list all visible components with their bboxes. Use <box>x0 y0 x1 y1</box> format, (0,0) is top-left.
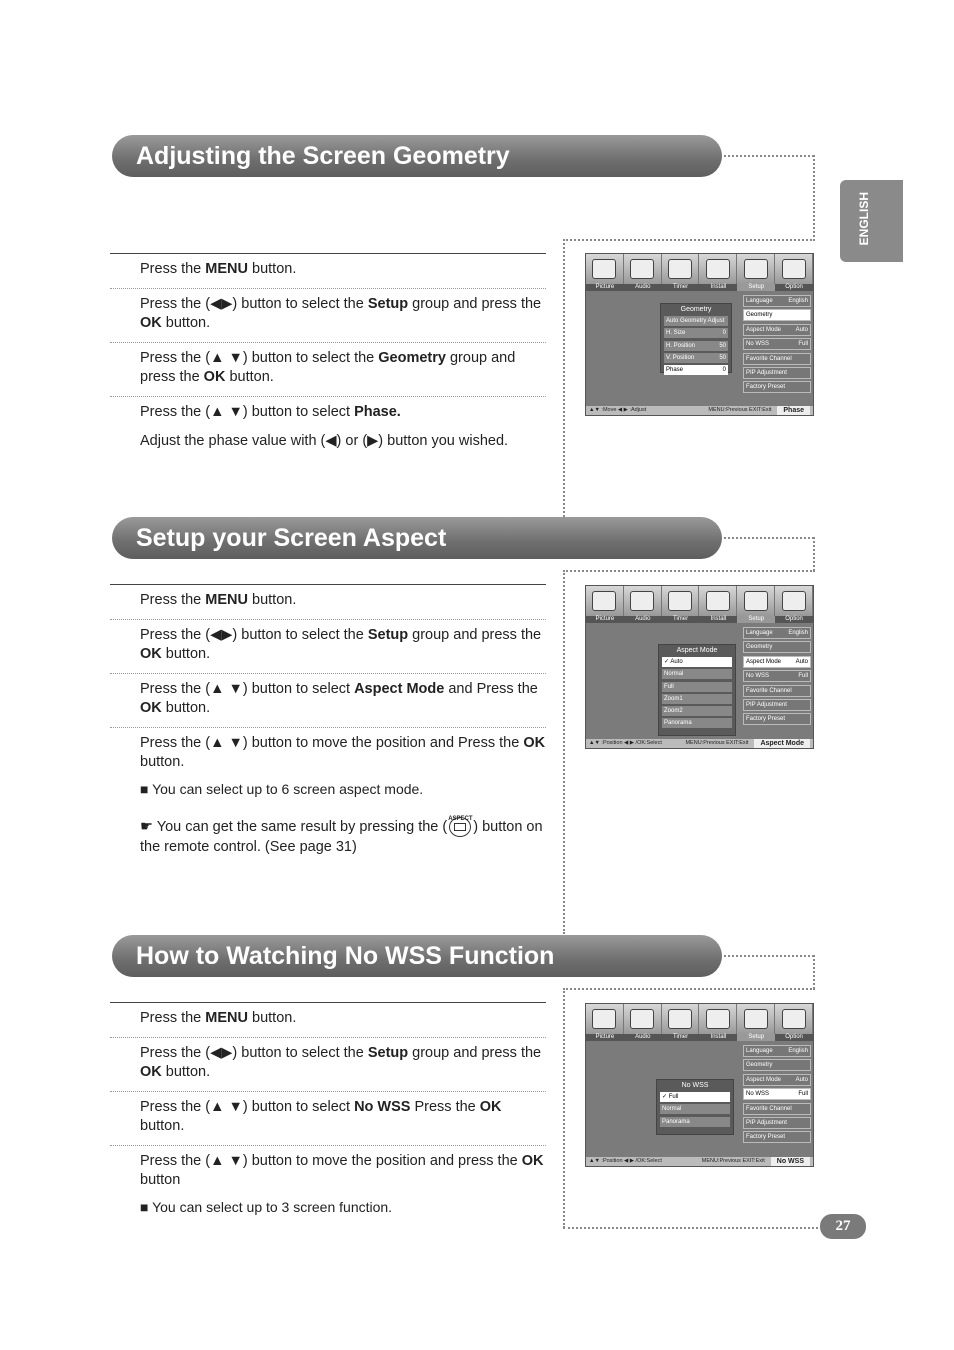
tip <box>140 817 546 857</box>
step-text: OK <box>140 646 162 662</box>
step-text: button. <box>247 261 297 277</box>
osd-footer-mid: MENU:Previous EXIT:Exit <box>708 407 772 413</box>
step-text: and Press the <box>444 681 538 697</box>
setup-menu-label: Geometry <box>746 644 773 651</box>
menu-group-tab: Timer <box>673 616 689 622</box>
step-text: Press the <box>140 592 206 608</box>
setup-menu-value: Full <box>798 341 808 348</box>
setup-menu-label: No WSS <box>746 341 770 348</box>
menu-group-icon <box>662 586 700 616</box>
setup-menu-label: Language <box>746 298 773 304</box>
submenu-value: 0 <box>722 330 726 337</box>
setup-menu-value: Auto <box>795 1076 808 1083</box>
submenu-label: Normal <box>662 1106 682 1113</box>
step-text: Press the (◀▶) button to select the <box>140 1045 368 1061</box>
step-text: Press the (◀▶) button to select the <box>140 296 368 312</box>
osd-footer-right: No WSS <box>771 1157 810 1166</box>
submenu-item <box>662 706 732 716</box>
submenu-item <box>664 353 728 363</box>
submenu-label: H. Position <box>666 342 696 349</box>
submenu-item <box>662 718 732 728</box>
step-text: button. <box>247 592 297 608</box>
step-text: Press the (▲ ▼) button to select <box>140 1099 355 1115</box>
menu-group-tab: Setup <box>737 1034 775 1041</box>
step-text: group and press the <box>408 627 542 643</box>
menu-group-icon <box>699 254 737 284</box>
step <box>110 1003 546 1038</box>
menu-group-tab: Audio <box>635 1034 651 1040</box>
step-text: Press the (▲ ▼) button to move the position and Press the <box>140 735 524 751</box>
submenu-value: 0 <box>722 367 726 374</box>
section-title: Adjusting the Screen Geometry <box>112 135 722 177</box>
setup-menu-item <box>743 656 811 668</box>
step-text: Press the (▲ ▼) button to move the position and press the <box>140 1153 522 1169</box>
setup-menu-item <box>743 1088 811 1100</box>
step-text: MENU <box>205 1010 248 1026</box>
step-text: MENU <box>205 261 248 277</box>
step-text: Press the (▲ ▼) button to select the <box>140 350 379 366</box>
submenu-panel <box>658 644 736 736</box>
setup-menu-item <box>743 627 811 639</box>
submenu-title: Geometry <box>680 306 712 313</box>
setup-menu-label: Favorite Channel <box>746 355 792 362</box>
osd-footer-left: ▲▼ :Move ◀ ▶ :Adjust <box>589 407 647 413</box>
setup-menu-label: No WSS <box>746 1091 770 1098</box>
step <box>110 674 546 728</box>
setup-menu-label: Aspect Mode <box>746 658 782 665</box>
menu-group-icon <box>737 586 775 616</box>
submenu-panel <box>656 1079 734 1135</box>
setup-menu-label: PIP Adjustment <box>746 369 787 376</box>
setup-menu-item <box>743 353 811 365</box>
setup-menu-label: Geometry <box>746 1062 773 1069</box>
menu-group-tab: Option <box>785 616 803 622</box>
step-text: No WSS <box>354 1099 411 1115</box>
setup-menu-label: PIP Adjustment <box>746 1119 787 1126</box>
submenu-item <box>662 694 732 704</box>
submenu-label: Full <box>664 683 674 690</box>
step-text: group and press the <box>408 1045 542 1061</box>
language-tab <box>840 180 903 262</box>
submenu-item <box>660 1092 730 1102</box>
osd-footer-right: Phase <box>777 406 810 415</box>
submenu-item <box>662 657 732 667</box>
step <box>110 1092 546 1146</box>
submenu-panel <box>660 303 732 373</box>
submenu-label: Panorama <box>664 720 692 727</box>
setup-menu-value: English <box>788 1048 808 1054</box>
step <box>110 1038 546 1092</box>
setup-menu-item <box>743 1103 811 1115</box>
setup-menu-item <box>743 324 811 336</box>
setup-menu-item <box>743 641 811 653</box>
menu-group-icon <box>737 254 775 284</box>
submenu-title: Aspect Mode <box>676 647 718 654</box>
setup-menu-label: Geometry <box>746 312 773 319</box>
menu-group-tab: Audio <box>635 284 651 290</box>
submenu-item <box>664 341 728 351</box>
menu-group-icon <box>624 254 662 284</box>
section-title: Setup your Screen Aspect <box>112 517 722 559</box>
osd-screenshot <box>585 585 814 749</box>
step <box>110 585 546 620</box>
step-text: Geometry <box>378 350 446 366</box>
step-text: button. <box>140 754 185 770</box>
step-list <box>110 253 546 460</box>
submenu-label: Phase <box>666 367 684 374</box>
setup-menu-item <box>743 381 811 393</box>
menu-group-tab: Setup <box>737 616 775 623</box>
step-text: OK <box>140 1064 162 1080</box>
setup-menu-label: Factory Preset <box>746 1134 786 1141</box>
setup-menu-item <box>743 685 811 697</box>
step-text: Press the <box>410 1099 480 1115</box>
menu-group-tab: Install <box>710 284 727 290</box>
setup-menu-label: PIP Adjustment <box>746 701 787 708</box>
osd-screenshot <box>585 253 814 416</box>
step-text: button. <box>140 1118 185 1134</box>
setup-menu-label: No WSS <box>746 673 770 680</box>
note: ■ You can select up to 3 screen function. <box>140 1199 393 1215</box>
menu-group-icon <box>662 1004 700 1034</box>
step-text: button. <box>161 646 211 662</box>
setup-menu-item <box>743 1059 811 1071</box>
step-text: button. <box>161 1064 211 1080</box>
submenu-title: No WSS <box>681 1082 709 1089</box>
osd-footer-mid: MENU:Previous EXIT:Exit <box>701 1158 765 1164</box>
setup-menu-item <box>743 309 811 321</box>
setup-menu-label: Language <box>746 1048 773 1054</box>
setup-menu-label: Factory Preset <box>746 716 786 723</box>
osd-footer-right: Aspect Mode <box>754 739 810 748</box>
step <box>110 397 546 460</box>
osd-footer-left: ▲▼ :Position ◀ ▶ /OK:Select <box>589 1158 662 1164</box>
menu-group-icon <box>586 586 624 616</box>
step-text: OK <box>523 735 546 751</box>
submenu-item <box>662 682 732 692</box>
menu-group-icon <box>586 1004 624 1034</box>
language-tab-label: ENGLISH <box>857 192 871 246</box>
step-text: OK <box>203 369 226 385</box>
submenu-label: Auto Geometry Adjust <box>666 318 725 324</box>
submenu-label: Zoom1 <box>664 695 683 702</box>
step <box>110 343 546 397</box>
menu-group-tab: Install <box>710 616 727 622</box>
menu-group-icon <box>586 254 624 284</box>
submenu-label: V. Position <box>666 354 695 361</box>
setup-menu-item <box>743 338 811 350</box>
step-text: Phase. <box>354 404 401 420</box>
setup-menu-value: Auto <box>795 658 808 665</box>
menu-group-tab: Picture <box>595 1034 615 1040</box>
menu-group-icon <box>775 586 813 616</box>
step-list <box>110 584 546 866</box>
step-text: button <box>140 1172 181 1188</box>
step-text: Press the (▲ ▼) button to select <box>140 681 355 697</box>
menu-group-icon <box>624 586 662 616</box>
setup-menu-value: Full <box>798 673 808 680</box>
setup-menu-label: Language <box>746 630 773 636</box>
submenu-label: Normal <box>664 671 684 678</box>
step-text: MENU <box>205 592 248 608</box>
aspect-button-label: ASPECT <box>448 816 473 823</box>
step-text: button. <box>161 700 211 716</box>
setup-menu-item <box>743 367 811 379</box>
submenu-label: H. Size <box>666 330 686 337</box>
menu-group-tab: Setup <box>737 284 775 291</box>
menu-group-icon <box>737 1004 775 1034</box>
step-text: group and press the <box>140 350 516 385</box>
menu-group-tab: Option <box>785 284 803 290</box>
submenu-item <box>660 1104 730 1114</box>
menu-group-icon <box>624 1004 662 1034</box>
menu-group-tab: Timer <box>673 284 689 290</box>
step-text: button. <box>247 1010 297 1026</box>
setup-menu-item <box>743 1045 811 1057</box>
submenu-item <box>664 328 728 338</box>
osd-footer-left: ▲▼ :Position ◀ ▶ /OK:Select <box>589 740 662 746</box>
menu-group-tab: Audio <box>635 616 651 622</box>
setup-menu-value: English <box>788 630 808 636</box>
setup-menu-item <box>743 699 811 711</box>
setup-menu-item <box>743 713 811 725</box>
menu-group-icon <box>699 1004 737 1034</box>
setup-menu-item <box>743 670 811 682</box>
submenu-label: Panorama <box>662 1118 690 1125</box>
section-title: How to Watching No WSS Function <box>112 935 722 977</box>
step-text: Press the <box>140 261 206 277</box>
menu-group-tab: Install <box>710 1034 727 1040</box>
step-text: group and press the <box>408 296 542 312</box>
step-text: button. <box>161 315 211 331</box>
menu-group-icon <box>775 254 813 284</box>
setup-menu-item <box>743 1131 811 1143</box>
step-text: Press the (▲ ▼) button to select <box>140 404 355 420</box>
step <box>110 728 546 866</box>
submenu-label: ✓ Full <box>662 1094 679 1100</box>
step-text: OK <box>521 1153 544 1169</box>
setup-menu-item <box>743 295 811 307</box>
step <box>110 1146 546 1226</box>
setup-menu-label: Aspect Mode <box>746 326 782 333</box>
step-text: Press the (◀▶) button to select the <box>140 627 368 643</box>
step-text: button. <box>225 369 274 385</box>
note: ■ You can select up to 6 screen aspect mode. <box>140 781 424 797</box>
setup-menu-label: Aspect Mode <box>746 1076 782 1083</box>
step-text: Setup <box>367 296 409 312</box>
setup-menu-label: Favorite Channel <box>746 687 792 694</box>
setup-menu-value: Full <box>798 1091 808 1098</box>
submenu-label: ✓ Auto <box>664 659 683 665</box>
setup-menu-value: English <box>788 298 808 304</box>
menu-group-tab: Picture <box>595 284 615 290</box>
setup-menu-label: Factory Preset <box>746 384 786 391</box>
submenu-label: Zoom2 <box>664 708 683 715</box>
setup-menu-item <box>743 1074 811 1086</box>
menu-group-tab: Timer <box>673 1034 689 1040</box>
menu-group-icon <box>699 586 737 616</box>
osd-screenshot <box>585 1003 814 1167</box>
submenu-item <box>664 316 728 326</box>
step <box>110 620 546 674</box>
step-text: Press the <box>140 1010 206 1026</box>
setup-menu-value: Auto <box>795 326 808 333</box>
submenu-value: 50 <box>719 354 726 361</box>
step-list <box>110 1002 546 1226</box>
menu-group-tab: Option <box>785 1034 803 1040</box>
step-text: OK <box>479 1099 502 1115</box>
submenu-item <box>662 669 732 679</box>
step <box>110 254 546 289</box>
step-extra: Adjust the phase value with (◀) or (▶) button you wished. <box>140 433 509 449</box>
menu-group-tab: Picture <box>595 616 615 622</box>
step-text: OK <box>140 315 162 331</box>
step-text: Setup <box>367 1045 409 1061</box>
step <box>110 289 546 343</box>
step-text: OK <box>140 700 162 716</box>
menu-group-icon <box>775 1004 813 1034</box>
setup-menu-label: Favorite Channel <box>746 1105 792 1112</box>
step-text: Aspect Mode <box>354 681 445 697</box>
page-number: 27 <box>820 1214 866 1239</box>
setup-menu-item <box>743 1117 811 1129</box>
submenu-item <box>660 1117 730 1127</box>
osd-footer-mid: MENU:Previous EXIT:Exit <box>685 740 749 746</box>
tip-text: ☛ You can get the same result by pressing the ( <box>140 819 448 835</box>
aspect-button-icon <box>449 817 471 837</box>
submenu-value: 50 <box>719 342 726 349</box>
submenu-item <box>664 365 728 375</box>
menu-group-icon <box>662 254 700 284</box>
step-text: Setup <box>367 627 409 643</box>
tip-text: ) button on the remote control. (See page 31) <box>140 819 543 856</box>
